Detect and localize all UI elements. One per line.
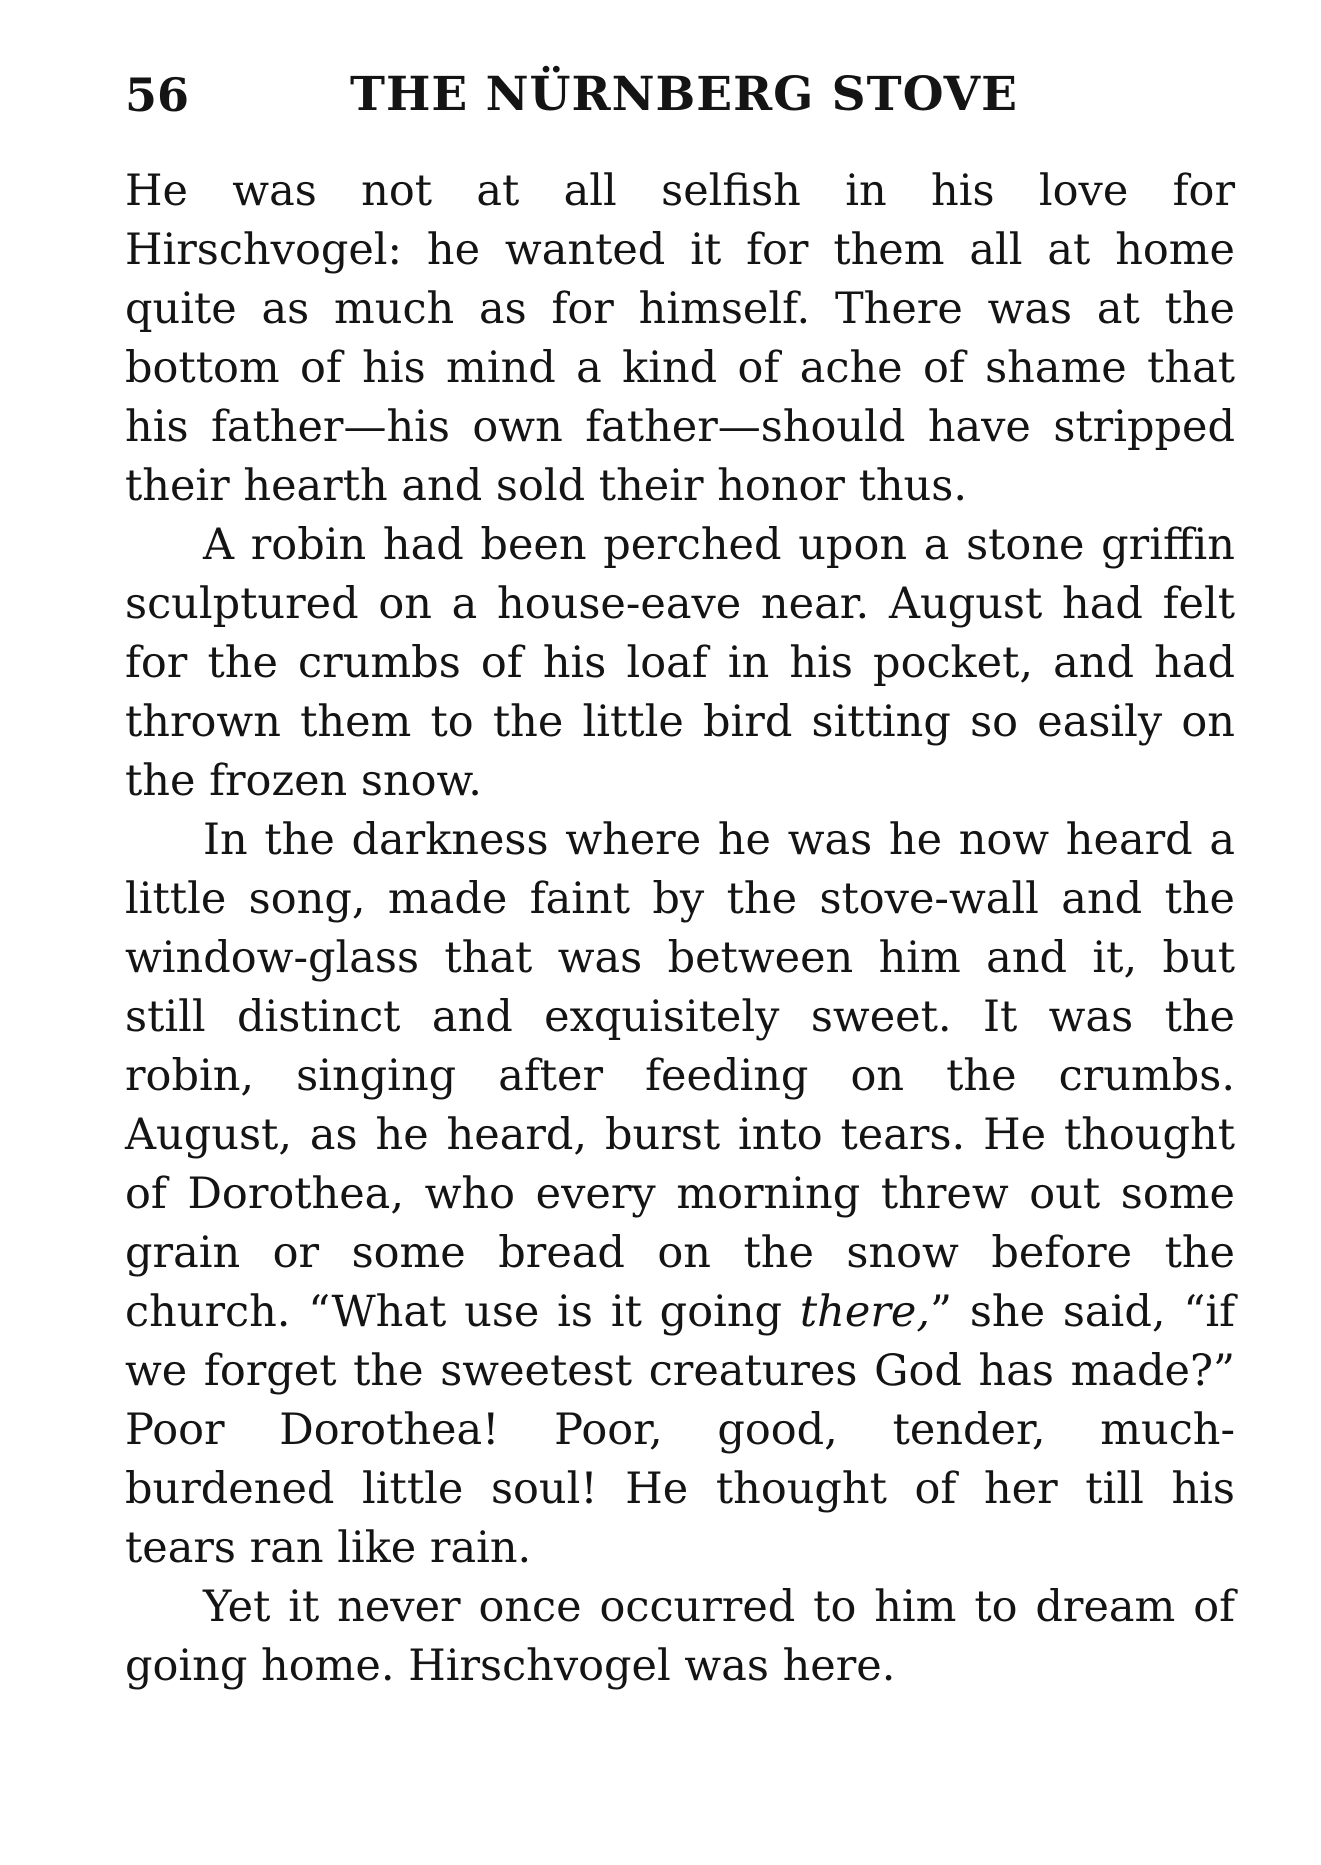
paragraph-3-text-before: In the darkness where he was he now heard a little song, made faint by the stove-wall and the window-glass that was between him and it, but still distinct and exquisitely sweet. It was the robin, singing after feeding on the crumbs. August, as he heard, burst into tears. He thought of Dorothea, who every morning threw out some grain or some bread on the snow before the church. “What use is it going [125, 815, 1235, 1337]
paragraph-2: A robin had been perched upon a stone griffin sculptured on a house-eave near. August had felt for the crumbs of his loaf in his pocket, and had thrown them to the little bird sitting so easily on the frozen snow. [125, 520, 1235, 806]
paragraph-3-text-after: ” she said, “if we forget the sweetest creatures God has made?” Poor Dorothea! Poor, good, tender, much-burdened little soul! He thought of her till his tears ran like rain. [125, 1287, 1235, 1573]
body-text [125, 162, 1235, 1696]
book-title: THE NÜRNBERG STOVE [350, 67, 1018, 122]
paragraph-3 [125, 811, 1235, 1578]
running-head [125, 60, 1235, 130]
page-number: 56 [125, 68, 190, 122]
paragraph-4: Yet it never once occurred to him to dream of going home. Hirschvogel was here. [125, 1582, 1235, 1691]
paragraph-3-emphasis: there, [799, 1287, 930, 1337]
paragraph-1: He was not at all selfish in his love for Hirschvogel: he wanted it for them all at home quite as much as for himself. There was at the bottom of his mind a kind of ache of shame that his father—his own father—should have stripped their hearth and sold their honor thus. [125, 166, 1235, 511]
